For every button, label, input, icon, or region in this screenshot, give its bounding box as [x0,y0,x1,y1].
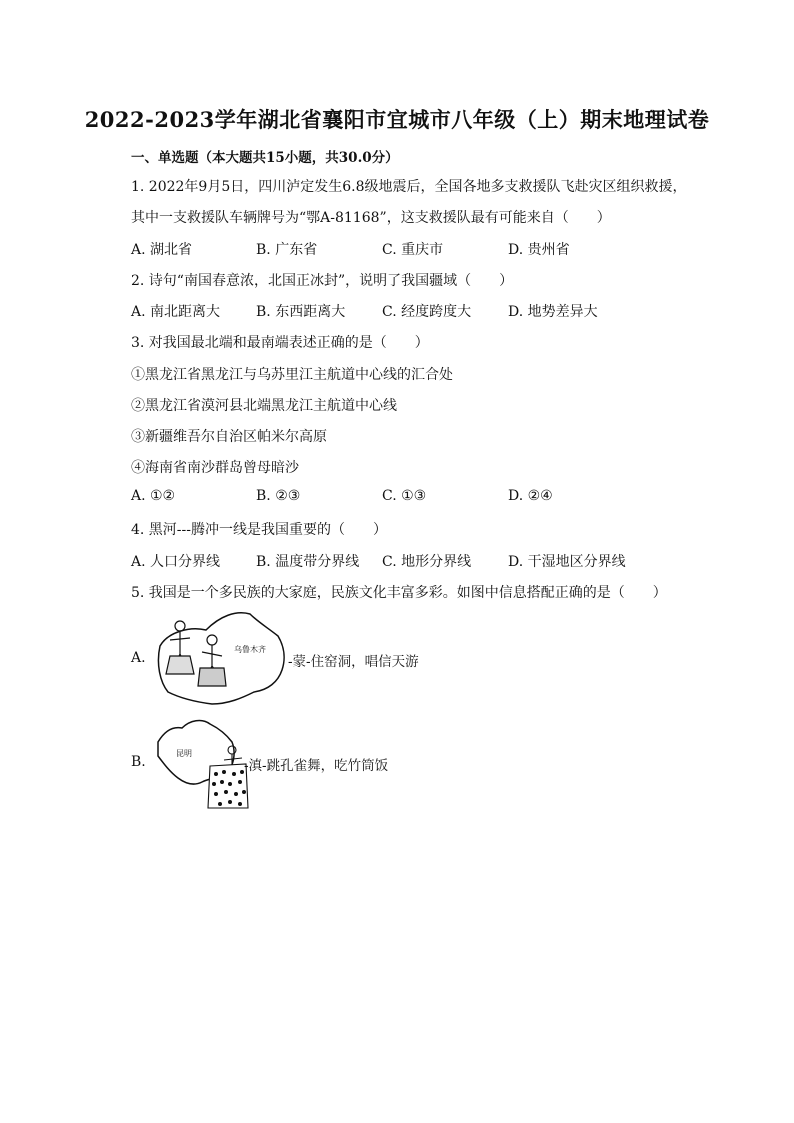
question-2-line-1: 2. 诗句“南国春意浓，北国正冰封”，说明了我国疆域（ ） [131,273,514,289]
page-title: 2022-2023学年湖北省襄阳市宜城市八年级（上）期末地理试卷 [84,107,710,132]
question-3-item-1: ①黑龙江省黑龙江与乌苏里江主航道中心线的汇合处 [131,367,453,383]
question-3-item-3: ③新疆维吾尔自治区帕米尔高原 [131,429,327,445]
question-4-line-1: 4. 黑河---腾冲一线是我国重要的（ ） [131,522,387,538]
question-5-option-b-label: B. [131,754,146,770]
question-4-option-c: C. 地形分界线 [382,554,472,570]
question-1-option-b: B. 广东省 [256,242,318,258]
section-heading: 一、单选题（本大题共15小题，共30.0分） [131,150,399,166]
question-1-option-a: A. 湖北省 [131,242,193,258]
question-4-option-b: B. 温度带分界线 [256,554,360,570]
xinjiang-map-illustration [150,606,290,710]
question-5-line-1: 5. 我国是一个多民族的大家庭，民族文化丰富多彩。如图中信息搭配正确的是（ ） [131,585,667,601]
question-4-option-a: A. 人口分界线 [131,554,221,570]
yunnan-map-illustration [150,716,250,810]
xinjiang-map-figure [150,606,290,710]
question-3-option-d: D. ②④ [508,488,553,504]
map-city-label-b: 昆明 [176,749,192,758]
question-2-option-b: B. 东西距离大 [256,304,346,320]
question-5-option-b-caption: -滇-跳孔雀舞，吃竹筒饭 [244,758,389,774]
question-3-option-b: B. ②③ [256,488,301,504]
question-5-option-a-label: A. [131,650,146,666]
question-3-line-1: 3. 对我国最北端和最南端表述正确的是（ ） [131,335,429,351]
question-1-line-2: 其中一支救援队车辆牌号为“鄂A-81168”，这支救援队最有可能来自（ ） [131,210,611,226]
question-1-option-d: D. 贵州省 [508,242,570,258]
question-4-option-d: D. 干湿地区分界线 [508,554,626,570]
question-2-option-c: C. 经度跨度大 [382,304,472,320]
question-3-option-a: A. ①② [131,488,176,504]
question-3-item-4: ④海南省南沙群岛曾母暗沙 [131,460,299,476]
question-3-item-2: ②黑龙江省漠河县北端黑龙江主航道中心线 [131,398,397,414]
question-1-option-c: C. 重庆市 [382,242,444,258]
question-1-line-1: 1. 2022年9月5日，四川泸定发生6.8级地震后，全国各地多支救援队飞赴灾区组织救援， [131,179,687,195]
yunnan-map-figure [150,716,250,810]
map-city-label-a: 乌鲁木齐 [234,645,266,654]
question-3-option-c: C. ①③ [382,488,427,504]
question-5-option-a-caption: -蒙-住窑洞，唱信天游 [288,654,419,670]
question-2-option-a: A. 南北距离大 [131,304,221,320]
question-2-option-d: D. 地势差异大 [508,304,598,320]
